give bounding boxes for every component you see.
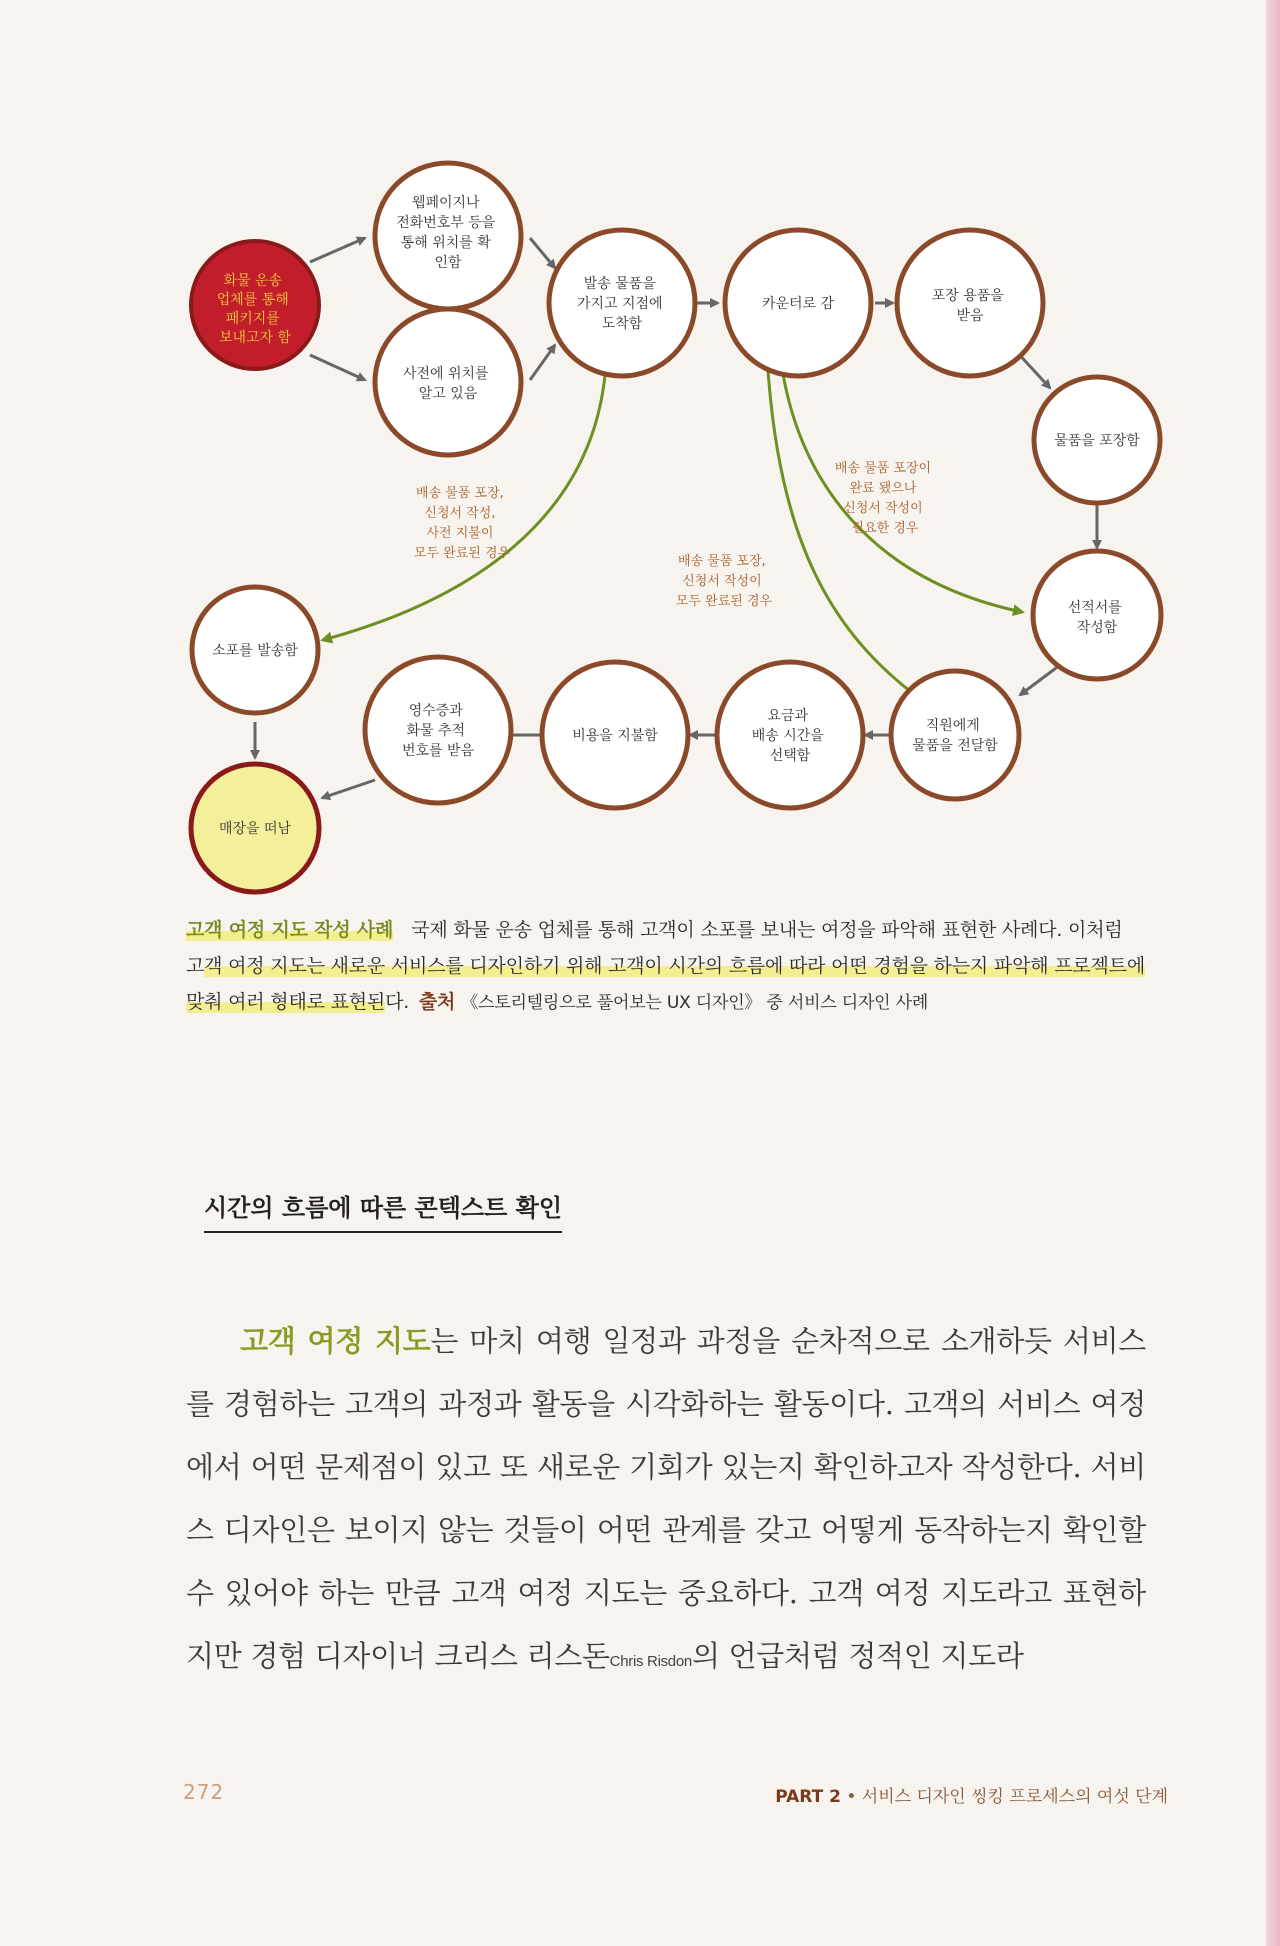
node-pack [1034, 377, 1160, 503]
arrow-start-web [310, 238, 365, 262]
node-counter [725, 230, 871, 376]
caption-text-1: 국제 화물 운송 업체를 통해 고객이 소포를 보내는 여정을 파악해 표현한 사례다. 이처럼 고 [186, 919, 1123, 977]
caption-text-2: 다. [385, 991, 410, 1013]
section-title: 시간의 흐름에 따른 콘텍스트 확인 [204, 1188, 562, 1233]
arrow-receipt-leave [322, 780, 375, 798]
page-number: 272 [183, 1780, 225, 1804]
body-keyword: 고객 여정 지도 [240, 1324, 431, 1358]
arrow-know-arrive [530, 345, 555, 380]
node-send [192, 587, 318, 713]
svg-text:비용을 지불함: 비용을 지불함 [572, 728, 658, 744]
svg-text:소포를 발송함: 소포를 발송함 [212, 643, 298, 659]
node-handover [891, 671, 1019, 799]
caption-source-text: 《스토리텔링으로 풀어보는 UX 디자인》 중 서비스 디자인 사례 [461, 993, 929, 1013]
running-head-bullet: • [846, 1787, 857, 1807]
running-head-part: PART 2 [775, 1787, 841, 1807]
svg-text:물품을 포장함: 물품을 포장함 [1054, 433, 1140, 449]
svg-text:사전에 위치를 알고 있음: 사전에 위치를 알고 있음 [402, 366, 489, 402]
node-receive-pack [897, 230, 1043, 376]
caption-highlight: 객 여정 지도는 새로운 서비스를 디자인하기 위해 고객이 시간의 흐름에 따라 어떤 경험을 하는지 파악해 프로젝트에 맞춰 여러 형태로 표현된 [186, 955, 1145, 1013]
svg-text:영수증과 화물 추적 번호를 받음: 영수증과 화물 추적 번호를 받음 [401, 703, 475, 759]
svg-text:포장 용품을 받음: 포장 용품을 받음 [931, 288, 1004, 324]
arrow-waybill-handover [1020, 665, 1060, 695]
body-text-1: 는 마치 여행 일정과 과정을 순차적으로 소개하듯 서비스를 경험하는 고객의 과정과 활동을 시각화하는 활동이다. 고객의 서비스 여정에서 어떤 문제점이 있고 또 새로운 기회가 있는지 확인하고자 작성한다. 서비스 디자인은 보이지 않는 것들이 어떤 관계를 갖고 어떻게 동작하는지 확인할 수 있어야 하는 만큼 고객 여정 지도는 중요하다. 고객 여정 지도라고 표현하지만 경험 디자이너 크리스 리스돈 [186, 1324, 1146, 1673]
svg-text:웹페이지나 전화번호부 등을 통해: 웹페이지나 전화번호부 등을 통해 위치를 확 인함 [396, 195, 496, 271]
node-waybill [1033, 551, 1161, 679]
condition-label-3: 배송 물품 포장이 완료 됐으나 신청서 작성이 필요한 경우 [834, 461, 932, 536]
body-name-en: Chris Risdon [609, 1653, 692, 1670]
svg-text:화물 운송 업체를 통해 패키지를: 화물 운송 업체를 통해 패키지를 보내고자 함 [216, 273, 292, 346]
running-head-chapter: 서비스 디자인 씽킹 프로세스의 여섯 단계 [861, 1787, 1168, 1807]
body-text-2: 의 언급처럼 정적인 지도라 [691, 1639, 1024, 1673]
node-choose [717, 662, 863, 808]
node-leave [191, 764, 319, 892]
svg-text:선적서를 작성함: 선적서를 작성함 [1067, 600, 1122, 636]
arrow-web-arrive [530, 238, 555, 268]
svg-text:카운터로 감: 카운터로 감 [761, 296, 835, 312]
caption-lead: 고객 여정 지도 작성 사례 [186, 919, 394, 941]
node-arrive [549, 230, 695, 376]
condition-label-2: 배송 물품 포장, 신청서 작성이 모두 완료된 경우 [675, 554, 773, 609]
arrow-start-know [310, 355, 365, 380]
node-know [375, 309, 521, 455]
svg-text:매장을 떠남: 매장을 떠남 [218, 821, 292, 837]
node-web [375, 163, 521, 309]
condition-label-1: 배송 물품 포장, 신청서 작성, 사전 지불이 모두 완료된 경우 [413, 486, 511, 561]
running-head [775, 1782, 1168, 1807]
svg-text:요금과 배송 시간을 선택함: 요금과 배송 시간을 선택함 [751, 708, 824, 764]
node-receipt [365, 657, 511, 803]
svg-text:직원에게 물품을 전달함: 직원에게 물품을 전달함 [912, 718, 998, 754]
node-pay [542, 662, 688, 808]
caption-source-label: 출처 [418, 991, 456, 1013]
node-start [191, 241, 319, 369]
svg-text:발송 물품을 가지고 지점에 도착함: 발송 물품을 가지고 지점에 도착함 [576, 276, 663, 332]
figure-caption [186, 912, 1146, 1021]
body-paragraph [186, 1310, 1146, 1693]
customer-journey-diagram [0, 0, 1280, 900]
